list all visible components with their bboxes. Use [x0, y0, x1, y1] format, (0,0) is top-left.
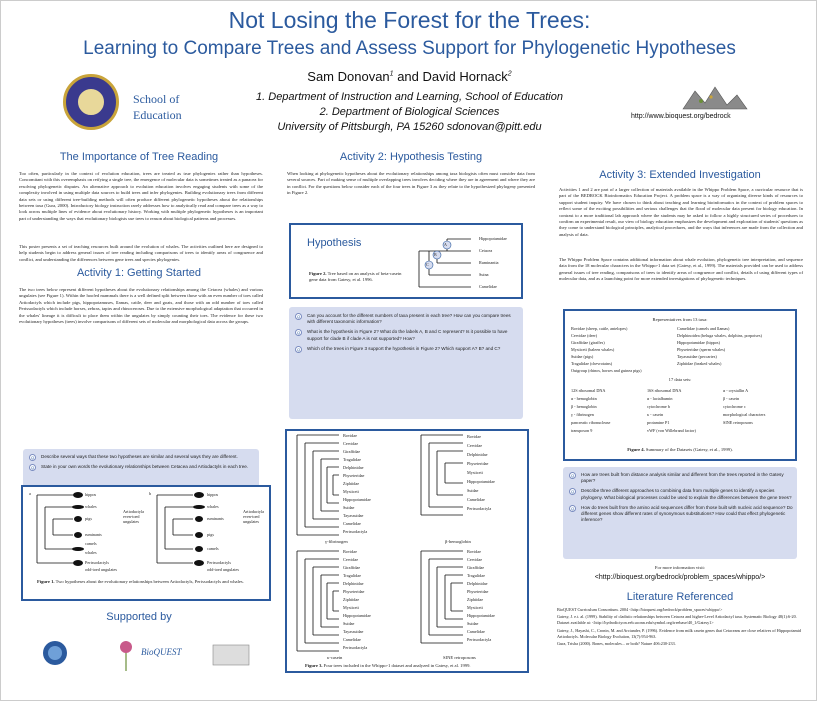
fig3-tree-sine: [421, 551, 463, 643]
more-info-label: For more information visit:: [654, 565, 706, 570]
activity2-question-1: Q Can you account for the different numbers of taxa present in each tree? How can you compare trees with different taxonomic information?: [296, 313, 511, 325]
bedrock-url[interactable]: http://www.bioquest.org/bedrock: [631, 113, 731, 120]
activity3-para-1: Activities 1 and 2 are part of a larger collection of materials available in the Whippo Problem Space, a curricular resource that is part of the BEDROCK Bioinformatics Education Project. A problem space is a way of organizing diverse kinds of resources to support student inquiry. We have chosen to think about teaching and learning bioinformatics in the context of problem spaces to reflect some of the exciting possibilities and serious challenges that the flood of molecular data present for biology education. In contrast to a more traditional lab approach where the students may be asked to follow a highly structured series of procedures to confirm an experimental result, our view of biology education emphasizes the development and exploration of students' questions as they come to understand biological principles, analytical procedures, and the ways that inferences are made from the collection and analysis of data.: [559, 187, 803, 237]
question-icon: Q: [296, 314, 301, 319]
poster-title-line1: Not Losing the Forest for the Trees:: [228, 7, 591, 33]
fig2-node-a: A: [444, 242, 447, 247]
fig3-tree-kappa-casein: [297, 551, 339, 651]
fig1-a-taxon: whales: [85, 504, 97, 509]
fig1-a-taxon: pigs: [85, 516, 92, 521]
fig3-taxa-list-3: Bovidae Cervidae Giraffidae Tragulidae Delphinidae Physeteridae Ziphiidae Mysticeti Hippopotamidae Suidae Tayassuidae Camelidae Perissodactyla: [343, 549, 371, 650]
poster-title-line2: Learning to Compare Trees and Assess Support for Phylogenetic Hypotheses: [83, 38, 736, 59]
problem-space-url[interactable]: <http://bioquest.org/bedrock/problem_spaces/whippo/>: [594, 574, 766, 581]
fig1-b-taxon: ruminants: [207, 516, 224, 521]
fig1-a-taxon: ruminants: [85, 532, 102, 537]
hypothesis-title: Hypothesis: [307, 237, 362, 249]
fig2-taxon: Camelidae: [479, 284, 497, 289]
references-list: [557, 607, 803, 647]
activity3-question-1: Q How are trees built from distance analysis similar and different from the trees reported in the Gatesy paper?: [570, 472, 784, 484]
fig3-label-gamma: γ-fibrinogen: [325, 539, 348, 544]
fig2-taxon: Hippopotamidae: [479, 236, 507, 241]
heading-activity2: Activity 2: Hypothesis Testing: [339, 151, 483, 163]
fig3-tree-beta-hemoglobin: [421, 435, 463, 515]
heading-literature: Literature Referenced: [626, 591, 734, 603]
figure-4-box: [563, 309, 797, 461]
taxa-left-list: Bovidae (sheep, cattle, antelopes) Cervidae (deer) Giraffidae (giraffes) Mysticeti (baleen whales) Suidae (pigs) Tragulidae (chevrotains) Outgroup (rhinos, horses and guinea pigs): [571, 326, 642, 373]
question-icon: Q: [570, 473, 575, 478]
activity3-question-3: Q How do trees built from the amino acid sequences differ from those built with nucleic acid sequence? Do different genes show different rates of synonymous substitutions? How could that effect phylogenetic inference?: [570, 504, 793, 523]
question-icon: Q: [30, 455, 35, 460]
figure-3-box: [285, 429, 529, 673]
fig3-taxa-list-2: Bovidae Cervidae Delphinidae Physeteridae Mysticeti Hippopotamidae Suidae Camelidae Perissodactyla: [467, 434, 495, 511]
reference-item: Gatesy, J., Hayashi, C., Cronin, M. and Arctander, P. (1996). Evidence from milk casein genes that Cetaceans are close relatives of Hippopotamid Artiodactyls. Molecular Biology Evolution, 13(7):954-963.: [557, 627, 801, 639]
fig3-label-kappa: κ-casein: [327, 655, 343, 660]
bioquest-logo: BioQUEST: [141, 647, 182, 657]
datasets-col-1: 12S ribosomal DNA α - hemoglobin β - hemoglobin γ - fibrinogen pancreatic ribonuclease transposon 9: [571, 388, 611, 433]
activity2-question-2: Q What is the hypothesis in Figure 2? What do the labels A, B and C represent? Is it possible to have support for clade B if clade A is not supported? How?: [296, 329, 508, 341]
fig1-tree-a: [37, 492, 84, 566]
flower-logo: [111, 637, 141, 673]
author-2: David Hornack: [422, 69, 508, 84]
fig1-a-taxon: hippos: [85, 492, 97, 497]
fig3-label-beta: β-hemoglobin: [445, 539, 471, 544]
author-1: Sam Donovan: [307, 69, 390, 84]
activity2-question-3: Q Which of the trees in Figure 3 support the hypothesis in Figure 2? Which support A? B? and C?: [296, 345, 501, 352]
activity3-questions: [563, 467, 797, 559]
fig1-a-taxon: camels: [85, 541, 97, 546]
fig2-node-b: B: [434, 252, 437, 257]
figure-1-trees: [23, 487, 269, 577]
fig3-label-sine: SINE retroposons: [443, 655, 476, 660]
figure-1-box: [21, 485, 271, 601]
figure-1-caption: Figure 1. Two hypotheses about the evolutionary relationships between Artiodactyls, Perissodactyls and whales.: [37, 579, 244, 584]
figure-3-caption: Figure 3. Four trees included in the Whippo-1 dataset and analyzed in Gatesy, et al. 1999.: [305, 663, 471, 668]
fig1-b-side-label: Artiodactyla even-toed ungulates: [243, 509, 264, 524]
author-and: and: [397, 69, 419, 84]
fig2-taxon: Ruminantia: [479, 260, 499, 265]
school-line-1: School of: [133, 92, 180, 106]
importance-para-2: This poster presents a set of teaching resources built around the evolution of whales. The activities outlined here are designed to help students begin to address general issues of tree reading including comparisons of trees to identify areas of congruence and conflict, and understanding the differences between gene trees and species phylogenies.: [19, 244, 263, 262]
heading-activity3: Activity 3: Extended Investigation: [599, 169, 761, 181]
figure-2-box: [289, 223, 523, 299]
activity3-para-2: The Whippo Problem Space contains additional information about whale evolution, phylogenetic tree interpretation, and sequence data from the 18 molecular characters in the Whippo-1 data set (Gatesy, et al., 1999). The materials provided can be used to address general issues of tree reading, comparisons of trees to identify areas of congruence and conflict, details of using different types of molecular data, and as a launching point for more extended investigations of phylogenetic techniques.: [559, 257, 803, 282]
activity2-para: When looking at phylogenetic hypotheses about the evolutionary relationships among taxa biologists often must consider data from several sources. Part of making sense of multiple overlapping trees involves deciding where they are in agreement and where they are in conflict. For the questions below consider each of the four trees in Figure 3 as they relate to the hypothesized phylogeny presented in Figure 2.: [287, 171, 535, 196]
taxa-right-list: Camelidae (camels and llamas) Delphinoidea (beluga whales, dolphins, porpoises) Hippopotamidae (hippos) Physeteridae (sperm whales) Tayassuidae (peccaries) Ziphiidae (beaked whales): [677, 326, 762, 366]
fig1-label-a: a: [29, 491, 31, 496]
fig3-taxa-list-1: Bovidae Cervidae Giraffidae Tragulidae Delphinidae Physeteridae Ziphiidae Mysticeti Hippopotamidae Suidae Tayassuidae Camelidae Perissodactyla: [343, 433, 371, 534]
reference-item: Gura, Trisha (2000). Bones, molecules... or both? Nature 406:230-233.: [557, 641, 676, 647]
fig1-a-taxon: whales: [85, 550, 97, 555]
activity3-question-2: Q Describe three different approaches to combining data from multiple genes to identify a species phylogeny. What biological processes could be used to explain the differences between the gene trees?: [570, 488, 792, 500]
fig1-a-taxon: Perissodactyls: [85, 560, 109, 565]
datasets-title: 17 data sets:: [668, 377, 692, 382]
reference-item: Gatesy, J. e.t. al. (1999). Stability of cladistic relationships between Cetacea and higher-Level Artiodactyl taxa. Systematic Biology 48(1):6-20. Dataset available at: <http://hydrodictyon.eeb.uconn.edu/symbol.org/treebase/40_1/Gatesy1>: [557, 614, 797, 626]
supported-by-heading: Supported by: [106, 611, 172, 623]
fig2-node-c: C: [426, 262, 429, 267]
fig1-label-b: b: [149, 491, 152, 496]
figure-4-caption: Figure 4. Summary of the Datasets (Gatesy, et al., 1999).: [627, 447, 733, 452]
heading-activity1: Activity 1: Getting Started: [76, 267, 202, 279]
fig1-b-taxon: pigs: [207, 532, 214, 537]
affiliation-2: 2. Department of Biological Sciences: [319, 106, 500, 118]
heading-importance: The Importance of Tree Reading: [59, 151, 219, 163]
university-seal-logo: [63, 74, 119, 130]
activity1-question-1: Q Describe several ways that these two hypotheses are similar and several ways they are different.: [30, 454, 238, 460]
activity1-question-2: Q State in your own words the evolutionary relationships between Cetacea and Artiodactyls in each tree.: [30, 464, 249, 471]
taxa-title: Representatives from 13 taxa:: [652, 317, 708, 322]
fig1-a-taxon: odd-toed ungulates: [85, 567, 117, 572]
fig2-taxon: Cetacea: [479, 248, 493, 253]
author-1-sup: 1: [389, 70, 394, 78]
figure-2-caption: Figure 2. Tree based on an analysis of beta-casein gene data from Gatesy, et al. 1996.: [309, 271, 402, 282]
importance-para-1: Too often, particularly in the context of evolution education, trees are treated as true phylogenies rather than hypotheses. Concomitant with this overemphasis on reifying a single tree, the emergence of molecular data is sometimes treated as a panacea for resolving phylogenetic disputes. An alternative approach to evolution education involves engaging students with some of the complexity involved in using multiple data sources to build trees and infer phylogenies. Building evolutionary trees from different data sets or using different tree-building methods will often produce different phylogenetic hypotheses about the relationships between taxa (Gura, 2000). Introductory biology instruction rarely addresses how to analytically read and compare trees as a way to look across multiple lines of evidence about evolutionary history. Working with multiple phylogenetic hypotheses is an important part of understanding the ways that evolutionary biologists use trees to reason about biological patterns and processes.: [19, 171, 263, 221]
question-icon: Q: [30, 465, 35, 471]
nsf-logo: [41, 639, 93, 669]
fig1-b-taxon: whales: [207, 504, 219, 509]
fig1-b-taxon: camels: [207, 546, 219, 551]
figure-2-tree: [415, 231, 475, 295]
authors-line: [1, 69, 817, 84]
question-icon: Q: [296, 330, 301, 336]
fig1-tree-b: [157, 492, 205, 566]
fig2-taxon: Suina: [479, 272, 489, 277]
fig1-b-taxon: hippos: [207, 492, 219, 497]
fig1-b-taxon: odd-toed ungulates: [207, 567, 239, 572]
fig3-tree-gamma-fibrinogen: [297, 435, 339, 535]
datasets-col-2: 16S ribosomal DNA α - lactalbumin cytochrome b κ - casein protamine P1 vWF (von Willebrand factor): [647, 388, 696, 433]
reference-item: BioQUEST Curriculum Consortium. 2004 <http://bioquest.org/bedrock/problem_spaces/whippo/>: [557, 607, 723, 612]
activity2-questions: [289, 307, 523, 419]
partner-logo: [211, 641, 251, 669]
author-2-sup: 2: [507, 70, 512, 78]
bedrock-logo: [681, 83, 749, 113]
school-name: [133, 91, 182, 123]
question-icon: Q: [296, 346, 301, 352]
affiliation-3: University of Pittsburgh, PA 15260 sdonovan@pitt.edu: [277, 121, 542, 133]
question-icon: Q: [570, 489, 575, 495]
fig1-a-side-label: Artiodactyla even-toed ungulates: [123, 509, 144, 524]
question-icon: Q: [570, 505, 575, 511]
activity1-para: The two trees below represent different hypotheses about the evolutionary relationships among the Cetacea (whales) and various ungulates (see Figure 1). Within the hoofed mammals there is a well defined split between those with an even number of toes called Artiodactyls which include pigs, hippopotamuses, llamas, cattle, deer and goats, and those with an odd number of toes called Perissodactyls which include horses, zebras, tapirs and rhinoceroses. Due to the extensive morphological adaptation that occurred in the whales' lineage it is difficult to place them within the ungulates by simply counting their toes. The evidence for these two evolutionary hypotheses (trees) involve comparisons of different sets of molecular and morphological data across the groups.: [19, 287, 263, 325]
datasets-col-3: α - crystallin A β - casein cytochrome c morphological characters SINE retroposons: [723, 388, 766, 425]
fig3-taxa-list-4: Bovidae Cervidae Giraffidae Tragulidae Delphinidae Physeteridae Ziphiidae Mysticeti Hippopotamidae Suidae Camelidae Perissodactyla: [467, 549, 495, 642]
school-line-2: Education: [133, 108, 182, 122]
fig1-b-taxon: Perissodactyls: [207, 560, 231, 565]
affiliation-1: 1. Department of Instruction and Learning, School of Education: [256, 91, 563, 103]
